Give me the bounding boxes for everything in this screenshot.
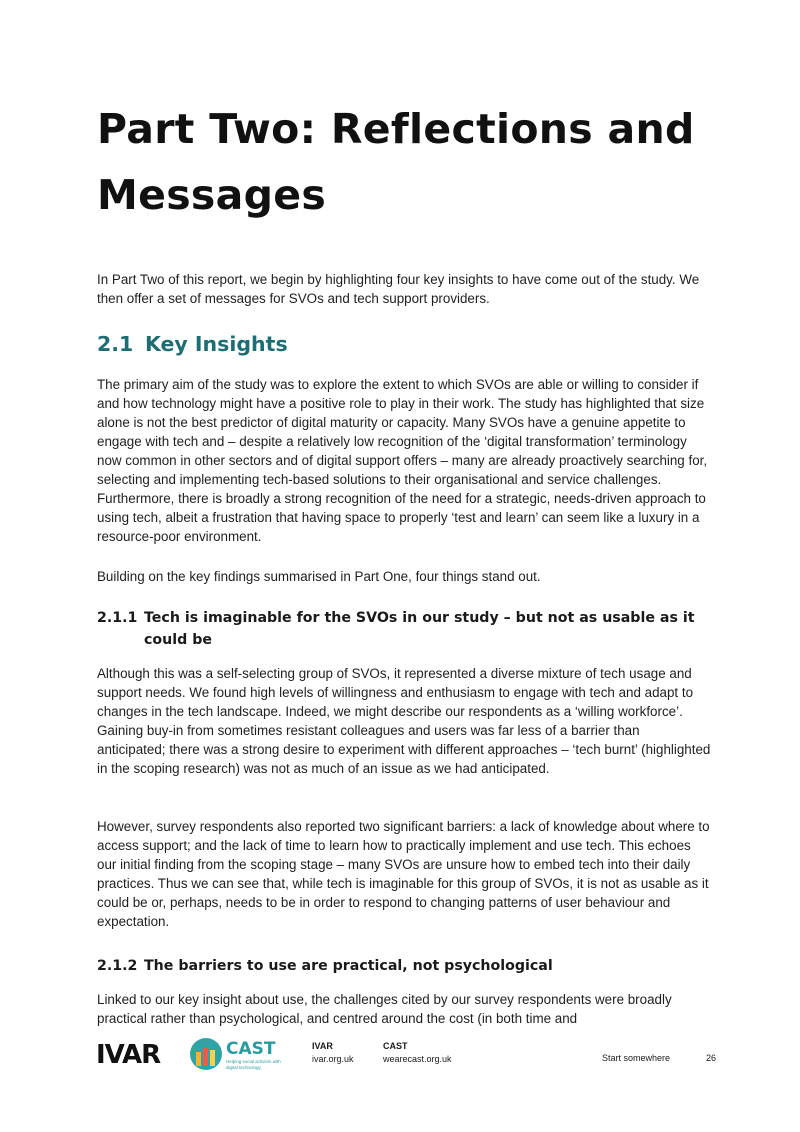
footer-tagline: Start somewhere — [602, 1053, 671, 1063]
subsection-2-title: The barriers to use are practical, not psychological — [144, 958, 553, 974]
cast-logo — [190, 1038, 290, 1078]
subsection-2-paragraph-1: Linked to our key insight about use, the challenges cited by our survey respondents were broadly practical rather than psychological, and centred around the cost (in both time and — [97, 992, 672, 1026]
building-paragraph: Building on the key findings summarised in Part One, four things stand out. — [97, 569, 541, 584]
footer-cast-label: CAST — [383, 1041, 408, 1051]
page-title-line-1: Part Two: Reflections and — [97, 105, 695, 153]
subsection-2-heading — [97, 955, 697, 977]
section-title: Key Insights — [145, 332, 288, 356]
page-footer — [0, 1034, 800, 1094]
footer-cast-url[interactable]: wearecast.org.uk — [383, 1054, 452, 1064]
subsection-2-number: 2.1.2 — [97, 958, 138, 974]
intro-paragraph: In Part Two of this report, we begin by highlighting four key insights to have come out of the study. We then offer a set of messages for SVOs and tech support providers. — [97, 272, 700, 306]
subsection-1-heading — [97, 607, 697, 651]
page-number: 26 — [706, 1053, 717, 1063]
page-title-line-2: Messages — [97, 171, 327, 219]
subsection-1-title-line-2: could be — [144, 632, 212, 648]
section-heading — [97, 332, 288, 356]
section-number: 2.1 — [97, 332, 134, 356]
ivar-logo: IVAR — [96, 1040, 161, 1070]
footer-ivar-label: IVAR — [312, 1041, 333, 1051]
subsection-1-paragraph-1: Although this was a self-selecting group of SVOs, it represented a diverse mixture of tech usage and support needs. We found high levels of willingness and enthusiasm to engage with tech and adapt to changes in the tech landscape. Indeed, we might describe our respondents as a ‘willing workforce’. Gaining buy-in from sometimes resistant colleagues and users was far less of a barrier than anticipated; there was a strong desire to experiment with different approaches – ‘tech burnt’ (highlighted in the scoping research) was not as much of an issue as we had anticipated. — [97, 666, 711, 776]
cast-emblem-icon — [190, 1038, 222, 1070]
cast-logo-tagline: Helping social activism with digital technology — [226, 1059, 281, 1070]
subsection-1-paragraph-2: However, survey respondents also reported two significant barriers: a lack of knowledge about where to access support; and the lack of time to learn how to practically implement and use tech. This echoes our initial finding from the scoping stage – many SVOs are unsure how to embed tech into their daily practices. Thus we can see that, while tech is imaginable for this group of SVOs, it is not as usable as it could be or, perhaps, needs to be in order to respond to changing patterns of user behaviour and expectation. — [97, 819, 710, 929]
footer-ivar-contact — [312, 1040, 354, 1066]
subsection-1-number: 2.1.1 — [97, 610, 138, 626]
footer-cast-contact — [383, 1040, 452, 1066]
subsection-1-title-line-1: Tech is imaginable for the SVOs in our study – but not as usable as it — [144, 610, 695, 626]
page-title — [97, 96, 737, 228]
key-insights-paragraph: The primary aim of the study was to explore the extent to which SVOs are able or willing to consider if and how technology might have a positive role to play in their work. The study has highlighted that size alone is not the best predictor of digital maturity or capacity. Many SVOs have a genuine appetite to engage with tech and – despite a relatively low recognition of the ‘digital transformation’ terminology now common in other sectors and of digital support offers – many are already proactively searching for, selecting and implementing tech-based solutions to their organisational and service challenges. Furthermore, there is broadly a strong recognition of the need for a strategic, needs-driven approach to using tech, albeit a frustration that having space to properly ‘test and learn’ can seem like a luxury in a resource-poor environment. — [97, 377, 708, 544]
footer-ivar-url[interactable]: ivar.org.uk — [312, 1054, 354, 1064]
cast-logo-wordmark: CAST — [226, 1039, 276, 1059]
